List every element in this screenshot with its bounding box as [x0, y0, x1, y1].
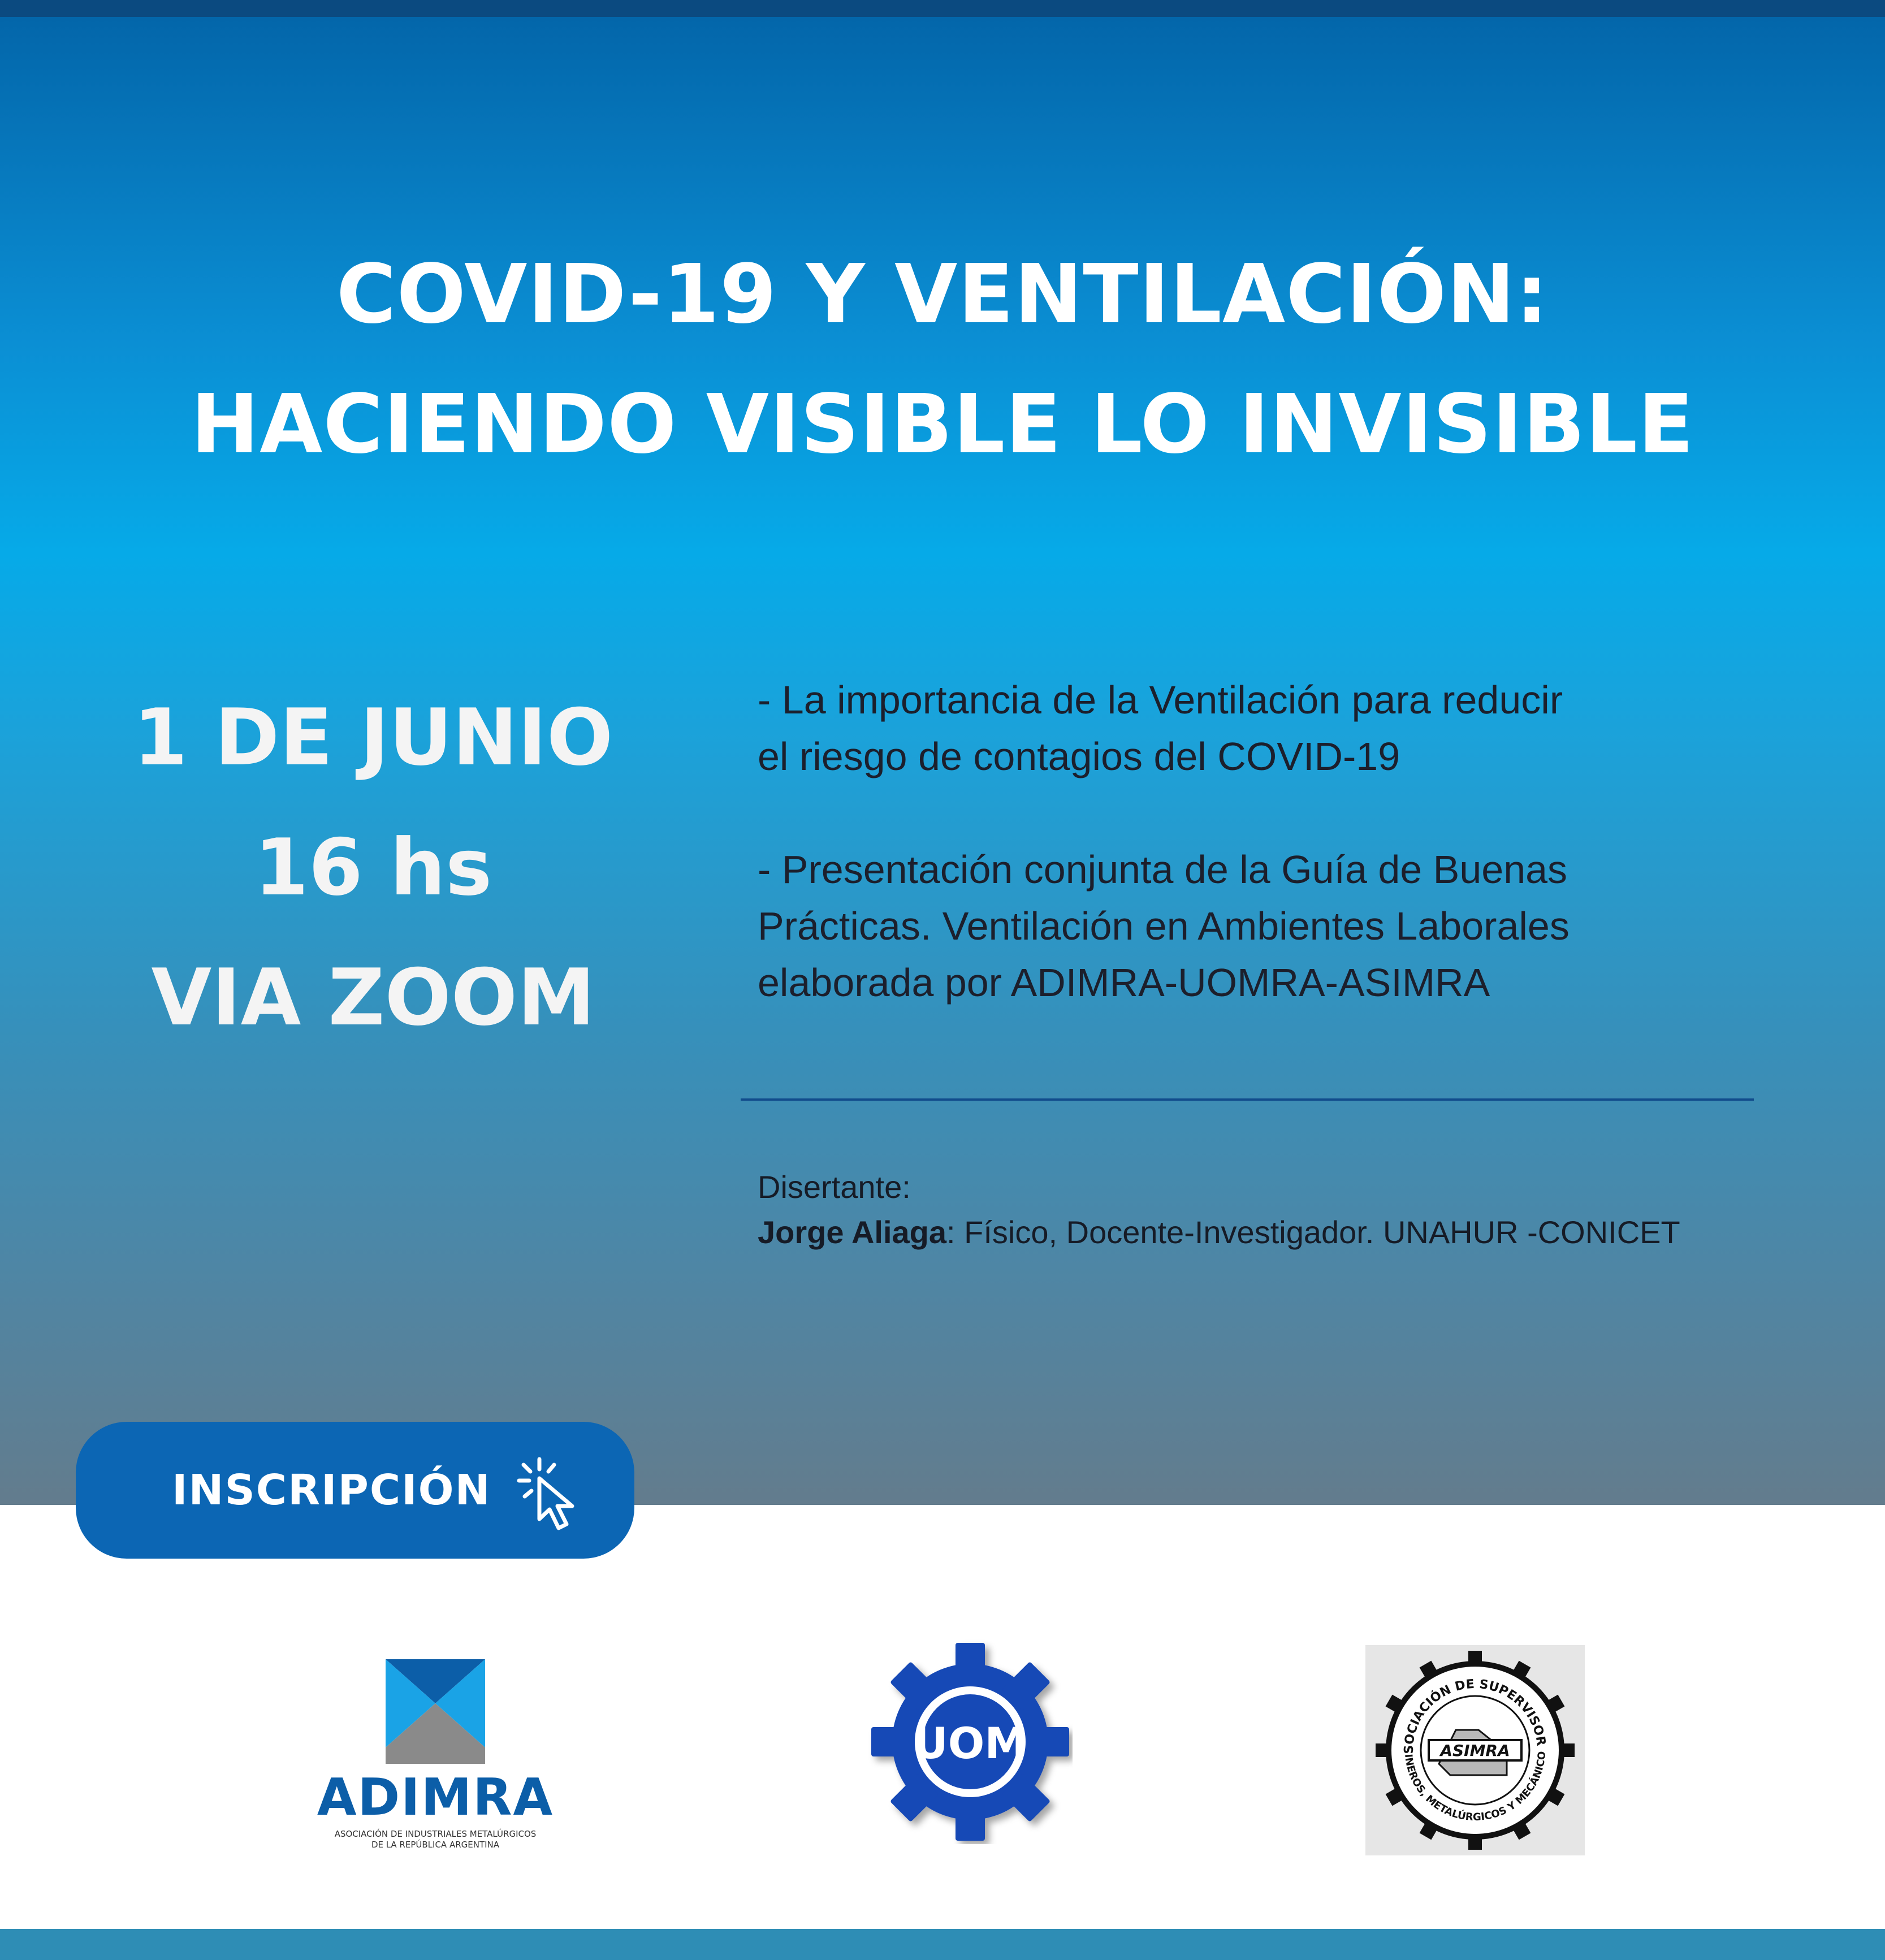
event-date: 1 DE JUNIO	[133, 692, 613, 783]
adimra-logo	[294, 1654, 577, 1857]
register-button[interactable]	[76, 1422, 634, 1559]
adimra-emblem-icon	[294, 1654, 577, 1767]
cursor-click-icon	[517, 1456, 596, 1535]
speaker-role: Físico, Docente-Investigador. UNAHUR -CONICET	[955, 1214, 1680, 1250]
topic-item: - Presentación conjunta de la Guía de Buenas Prácticas. Ventilación en Ambientes Laborales elaborada por ADIMRA-UOMRA-ASIMRA	[758, 847, 1570, 1005]
speaker-info	[758, 1165, 1832, 1255]
top-strip	[0, 0, 1885, 17]
event-title	[94, 229, 1791, 489]
uom-logo	[868, 1639, 1073, 1844]
topics-list	[758, 672, 1770, 1067]
speaker-line: Jorge Aliaga: Físico, Docente-Investigador. UNAHUR -CONICET	[758, 1214, 1680, 1250]
asimra-ring-top: SOCIACIÓN DE SUPERVISOR	[1402, 1677, 1548, 1754]
register-button-label: INSCRIPCIÓN	[172, 1466, 491, 1515]
asimra-seal-icon	[1365, 1645, 1585, 1855]
uom-text: UOM	[913, 1718, 1027, 1768]
section-divider	[741, 1098, 1754, 1101]
title-line-2: HACIENDO VISIBLE LO INVISIBLE	[191, 377, 1694, 471]
topic-item: - La importancia de la Ventilación para reducir el riesgo de contagios del COVID-19	[758, 678, 1563, 778]
gear-icon	[868, 1639, 1073, 1844]
event-platform: VIA ZOOM	[151, 952, 595, 1043]
bottom-strip	[0, 1929, 1885, 1960]
event-time: 16 hs	[254, 822, 492, 913]
adimra-tagline: ASOCIACIÓN DE INDUSTRIALES METALÚRGICOS DE LA REPÚBLICA ARGENTINA	[334, 1829, 537, 1850]
title-line-1: COVID-19 Y VENTILACIÓN:	[336, 246, 1549, 341]
adimra-name: ADIMRA	[317, 1768, 554, 1827]
event-info	[85, 673, 662, 1063]
asimra-ring-bottom: INEROS, METALÚRGICOS Y MECÁNICO	[1402, 1750, 1549, 1824]
speaker-heading: Disertante:	[758, 1169, 911, 1205]
speaker-name: Jorge Aliaga	[758, 1214, 947, 1250]
asimra-name: ASIMRA	[1440, 1741, 1510, 1760]
asimra-logo	[1365, 1645, 1585, 1855]
